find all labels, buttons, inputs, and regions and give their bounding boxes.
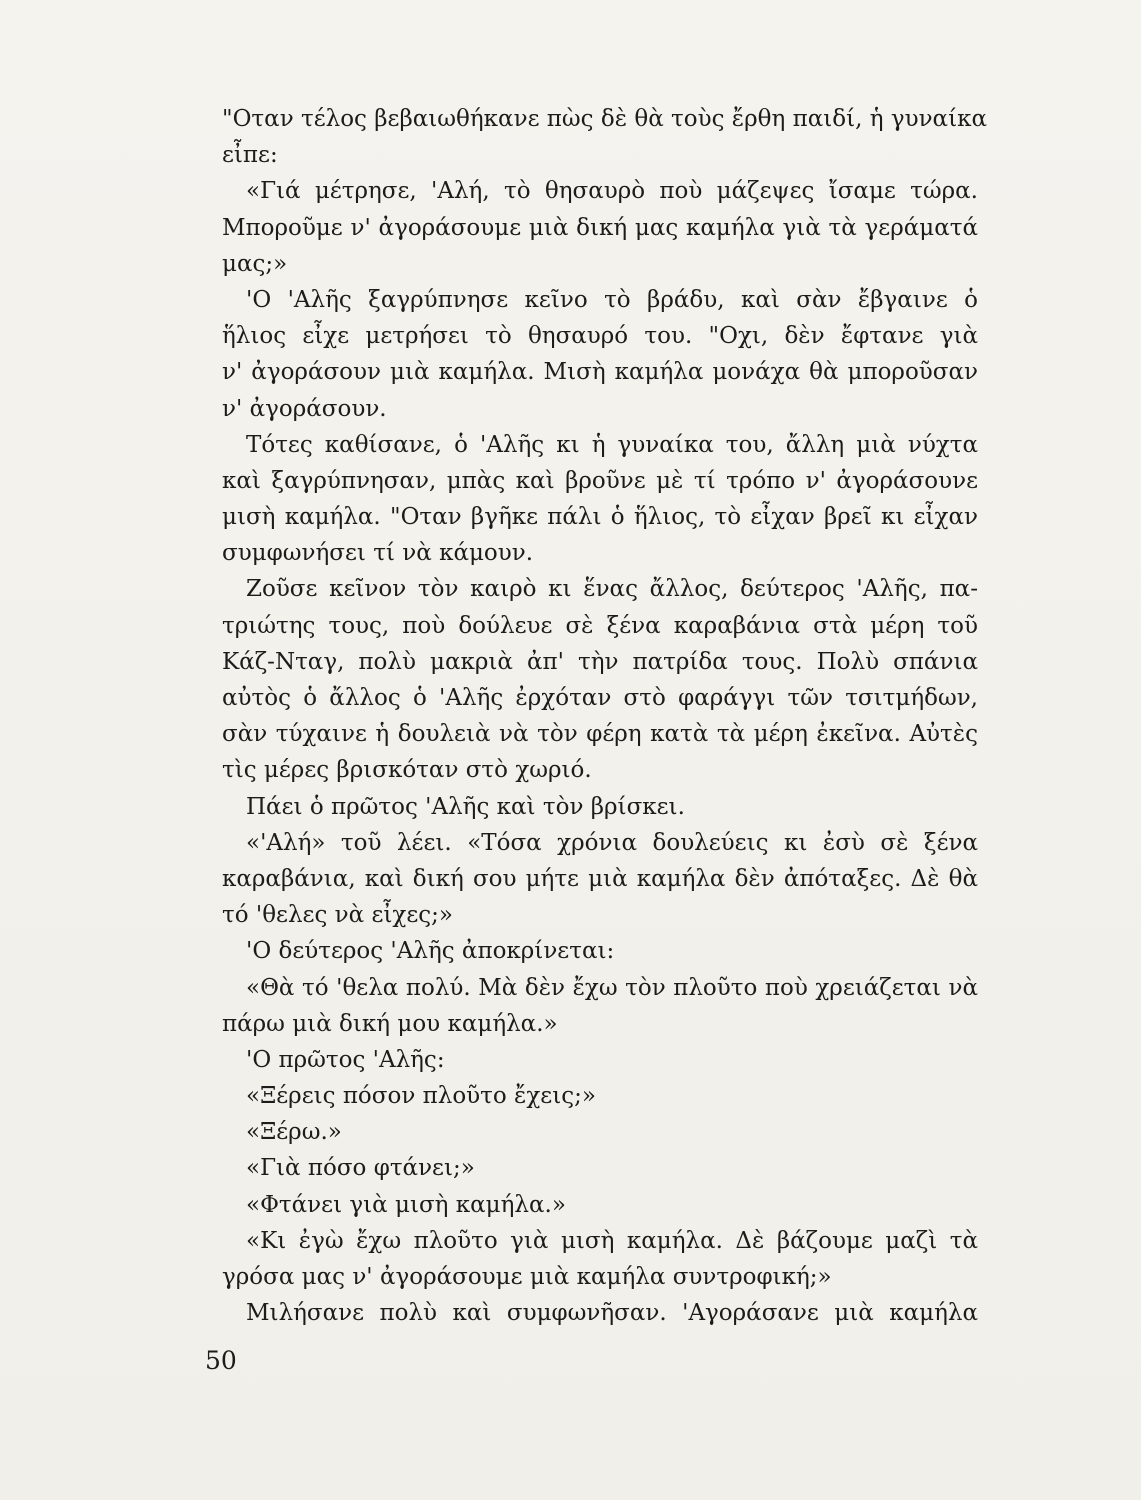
text-line: Μποροῦμε ν' ἀγοράσουμε μιὰ δική μας καμήλα γιὰ τὰ γεράματά [222,214,978,241]
text-line: ν' ἀγοράσουν. [222,395,387,422]
text-line: συμφωνήσει τί νὰ κάμουν. [222,540,534,567]
text-line: «Γιὰ πόσο φτάνει;» [246,1155,475,1182]
text-line: τὶς μέρες βρισκόταν στὸ χωριό. [222,757,592,784]
text-line: μισὴ καμήλα. "Οταν βγῆκε πάλι ὁ ἥλιος, τὸ εἶχαν βρεῖ κι εἶχαν [222,504,978,531]
text-line: 'Ο πρῶτος 'Αλῆς: [246,1046,445,1073]
text-line: 'Ο 'Αλῆς ξαγρύπνησε κεῖνο τὸ βράδυ, καὶ σὰν ἔβγαινε ὁ [246,286,978,313]
text-line: ν' ἀγοράσουν μιὰ καμήλα. Μισὴ καμήλα μονάχα θὰ μποροῦσαν [222,359,978,386]
text-line: καραβάνια, καὶ δική σου μήτε μιὰ καμήλα δὲν ἀπόταξες. Δὲ θὰ [222,865,978,892]
text-line: Κάζ-Νταγ, πολὺ μακριὰ ἀπ' τὴν πατρίδα τους. Πολὺ σπάνια [222,648,978,675]
text-line: «'Αλή» τοῦ λέει. «Τόσα χρόνια δουλεύεις κι ἐσὺ σὲ ξένα [246,829,978,856]
text-line: σὰν τύχαινε ἡ δουλειὰ νὰ τὸν φέρη κατὰ τὰ μέρη ἐκεῖνα. Αὐτὲς [222,721,978,748]
text-line: «Κι ἐγὼ ἔχω πλοῦτο γιὰ μισὴ καμήλα. Δὲ βάζουμε μαζὶ τὰ [246,1227,978,1254]
text-line: τό 'θελες νὰ εἶχες;» [222,902,453,929]
text-line: «Ξέρω.» [246,1119,342,1146]
text-line: τριώτης τους, ποὺ δούλευε σὲ ξένα καραβάνια στὰ μέρη τοῦ [222,612,978,639]
text-line: Πάει ὁ πρῶτος 'Αλῆς καὶ τὸν βρίσκει. [246,793,685,820]
text-line: αὐτὸς ὁ ἄλλος ὁ 'Αλῆς ἐρχόταν στὸ φαράγγι τῶν τσιτμήδων, [222,685,978,711]
text-line: Ζοῦσε κεῖνον τὸν καιρὸ κι ἕνας ἄλλος, δεύτερος 'Αλῆς, πα- [246,576,978,603]
text-line: "Οταν τέλος βεβαιωθήκανε πὼς δὲ θὰ τοὺς ἔρθη παιδί, ἡ γυναίκα [222,106,988,132]
text-line: Τότες καθίσανε, ὁ 'Αλῆς κι ἡ γυναίκα του, ἄλλη μιὰ νύχτα [246,431,978,458]
text-line: «Φτάνει γιὰ μισὴ καμήλα.» [246,1191,566,1218]
text-line: Μιλήσανε πολὺ καὶ συμφωνῆσαν. 'Αγοράσανε μιὰ καμήλα [246,1300,978,1327]
text-line: 'Ο δεύτερος 'Αλῆς ἀποκρίνεται: [246,938,615,965]
text-line: καὶ ξαγρύπνησαν, μπὰς καὶ βροῦνε μὲ τί τρόπο ν' ἀγοράσουνε [222,467,978,494]
text-line: πάρω μιὰ δική μου καμήλα.» [222,1010,558,1037]
text-line: «Θὰ τό 'θελα πολύ. Μὰ δὲν ἔχω τὸν πλοῦτο ποὺ χρειάζεται νὰ [246,974,978,1001]
text-line: μας;» [222,250,288,277]
text-line: εἶπε: [222,142,278,169]
text-line: γρόσα μας ν' ἀγοράσουμε μιὰ καμήλα συντροφική;» [222,1264,832,1290]
body-text [222,101,988,1331]
text-line: «Ξέρεις πόσον πλοῦτο ἔχεις;» [246,1083,596,1110]
page-number: 50 [205,1346,237,1375]
text-line: «Γιά μέτρησε, 'Αλή, τὸ θησαυρὸ ποὺ μάζεψες ἴσαμε τώρα. [246,178,978,205]
text-line: ἥλιος εἶχε μετρήσει τὸ θησαυρό του. "Οχι, δὲν ἔφτανε γιὰ [222,323,978,350]
